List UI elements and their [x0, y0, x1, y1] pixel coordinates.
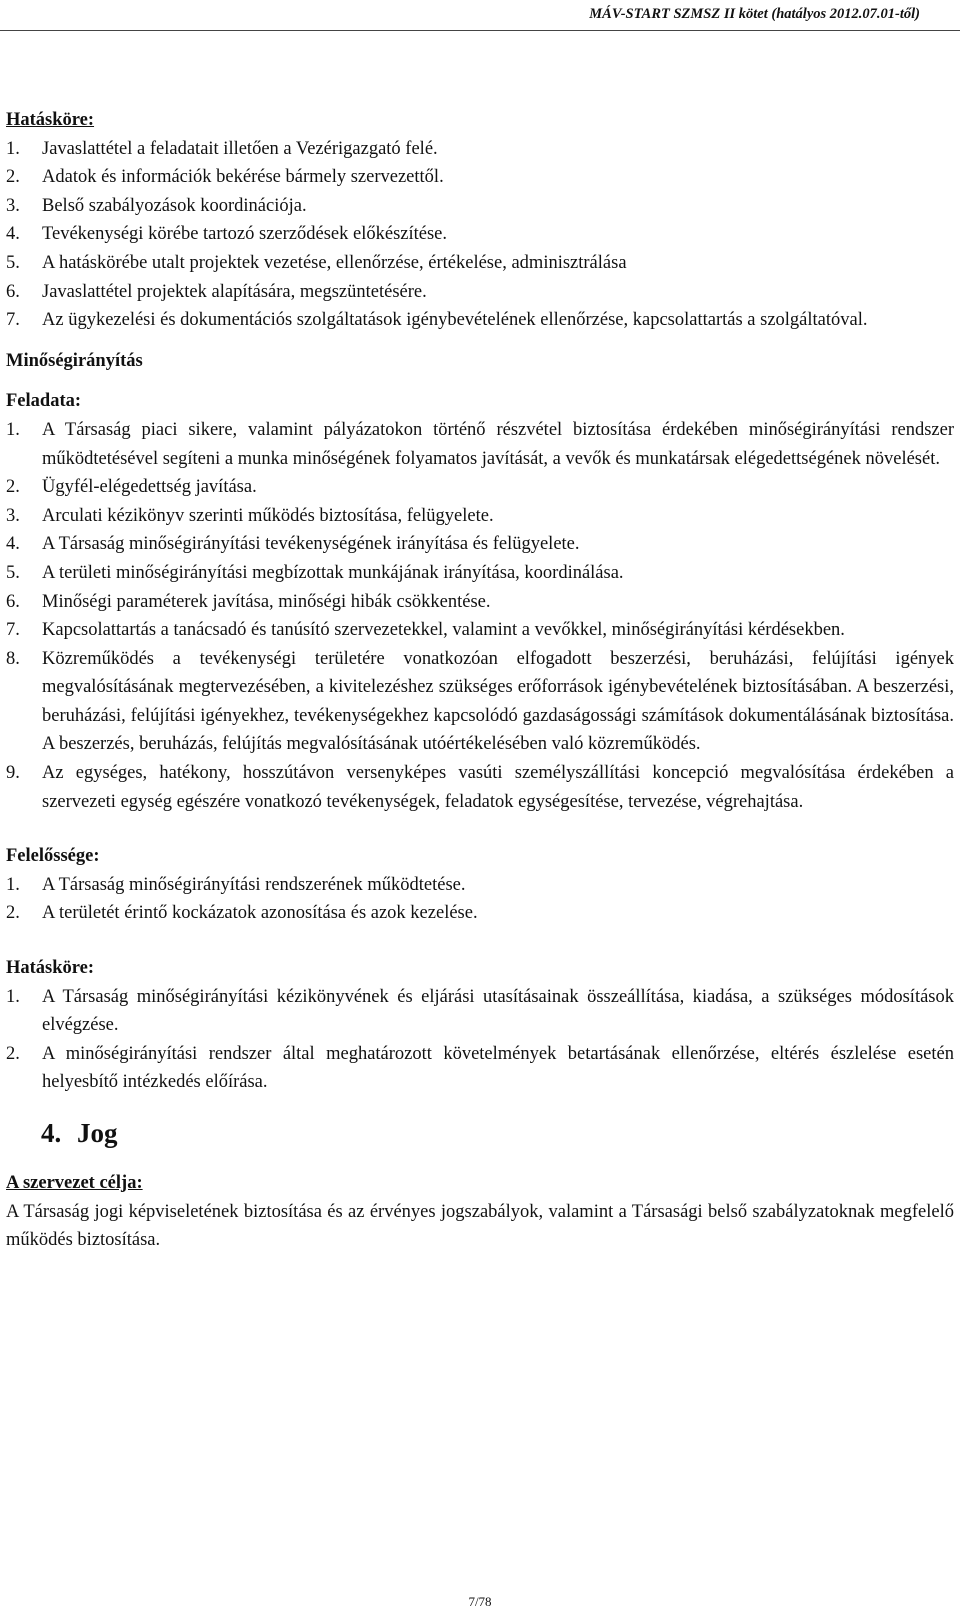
authority-heading: Hatásköre:	[6, 110, 95, 130]
list-item: 1. Javaslattétel a feladatait illetően a Vezérigazgató felé.	[6, 138, 438, 159]
list-item: 5. A hatáskörébe utalt projektek vezetése, ellenőrzése, értékelése, adminisztrálása	[6, 252, 627, 273]
list-item: 2. Adatok és információk bekérése bármely szervezettől.	[6, 167, 444, 188]
list-item: 7. Az ügykezelési és dokumentációs szolgáltatások igénybevételének ellenőrzése, kapcsolattartás a szolgáltatóval.	[6, 310, 868, 331]
list-item: 2. A minőségirányítási rendszer által meghatározott követelmények betartásának ellenőrzése, eltérés észlelése esetén helyesbítő intézkedés előírása.	[6, 1043, 954, 1093]
authority-list	[6, 135, 954, 335]
list-item: 1. A Társaság piaci sikere, valamint pályázatokon történő részvétel biztosítása érdekében minőségirányítási rendszer működtetésével segíteni a munka minőségének folyamatos javítását, a vevők és munkatársak elégedettségének növelését.	[6, 419, 954, 469]
list-item: 7. Kapcsolattartás a tanácsadó és tanúsító szervezetekkel, valamint a vevőkkel, minőségirányítási kérdésekben.	[6, 620, 845, 641]
chapter-number: 4.	[41, 1118, 62, 1148]
document-body	[6, 106, 954, 1255]
list-item: 6. Minőségi paraméterek javítása, minőségi hibák csökkentése.	[6, 591, 491, 612]
list-item: 2. Ügyfél-elégedettség javítása.	[6, 477, 257, 498]
responsibility-heading: Felelőssége:	[6, 846, 100, 867]
list-item: 1. A Társaság minőségirányítási kézikönyvének és eljárási utasításainak összeállítása, kiadása, a szükséges módosítások elvégzése.	[6, 986, 954, 1036]
list-item: 4. A Társaság minőségirányítási tevékenységének irányítása és felügyelete.	[6, 534, 580, 555]
chapter-title: Jog	[77, 1118, 118, 1148]
list-item: 3. Arculati kézikönyv szerinti működés biztosítása, felügyelete.	[6, 505, 494, 526]
authority-list-2	[6, 983, 954, 1097]
tasks-heading: Feladata:	[6, 391, 82, 412]
list-item: 4. Tevékenységi körébe tartozó szerződések előkészítése.	[6, 224, 448, 245]
list-item: 5. A területi minőségirányítási megbízottak munkájának irányítása, koordinálása.	[6, 562, 624, 583]
goal-text: A Társaság jogi képviseletének biztosítása és az érvényes jogszabályok, valamint a Társasági belső szabályzatoknak megfelelő működés biztosítása.	[6, 1201, 954, 1251]
list-item: 6. Javaslattétel projektek alapítására, megszüntetésére.	[6, 281, 427, 302]
responsibility-list	[6, 871, 954, 928]
goal-heading: A szervezet célja:	[6, 1173, 143, 1193]
list-item: 1. A Társaság minőségirányítási rendszerének működtetése.	[6, 874, 466, 895]
chapter-heading	[6, 1115, 954, 1151]
authority-heading-2: Hatásköre:	[6, 958, 95, 979]
list-item: 2. A területét érintő kockázatok azonosítása és azok kezelése.	[6, 903, 478, 924]
header-rule	[0, 30, 960, 31]
running-header: MÁV-START SZMSZ II kötet (hatályos 2012.07.01-től)	[589, 6, 920, 22]
list-item: 8. Közreműködés a tevékenységi területére vonatkozóan elfogadott beszerzési, beruházási, felújítási igények megvalósításának megtervezésében, a kivitelezéshez szükséges erőforrások igénybevételének biztosításában. A beszerzési, beruházási, felújítási igényekhez, tevékenységekhez kapcsolódó gazdaságossági számítások dokumentálásának biztosítása. A beszerzés, beruházás, felújítás megvalósításának utóértékelésében való közreműködés.	[6, 648, 954, 755]
list-item: 3. Belső szabályozások koordinációja.	[6, 195, 307, 216]
section-title: Minőségirányítás	[6, 350, 143, 371]
tasks-list	[6, 416, 954, 816]
list-item: 9. Az egységes, hatékony, hosszútávon versenyképes vasúti személyszállítási koncepció megvalósítása érdekében a szervezeti egység egészére vonatkozó tevékenységek, feladatok egységesítése, tervezése, végrehajtása.	[6, 763, 954, 812]
page-number: 7/78	[468, 1594, 492, 1609]
